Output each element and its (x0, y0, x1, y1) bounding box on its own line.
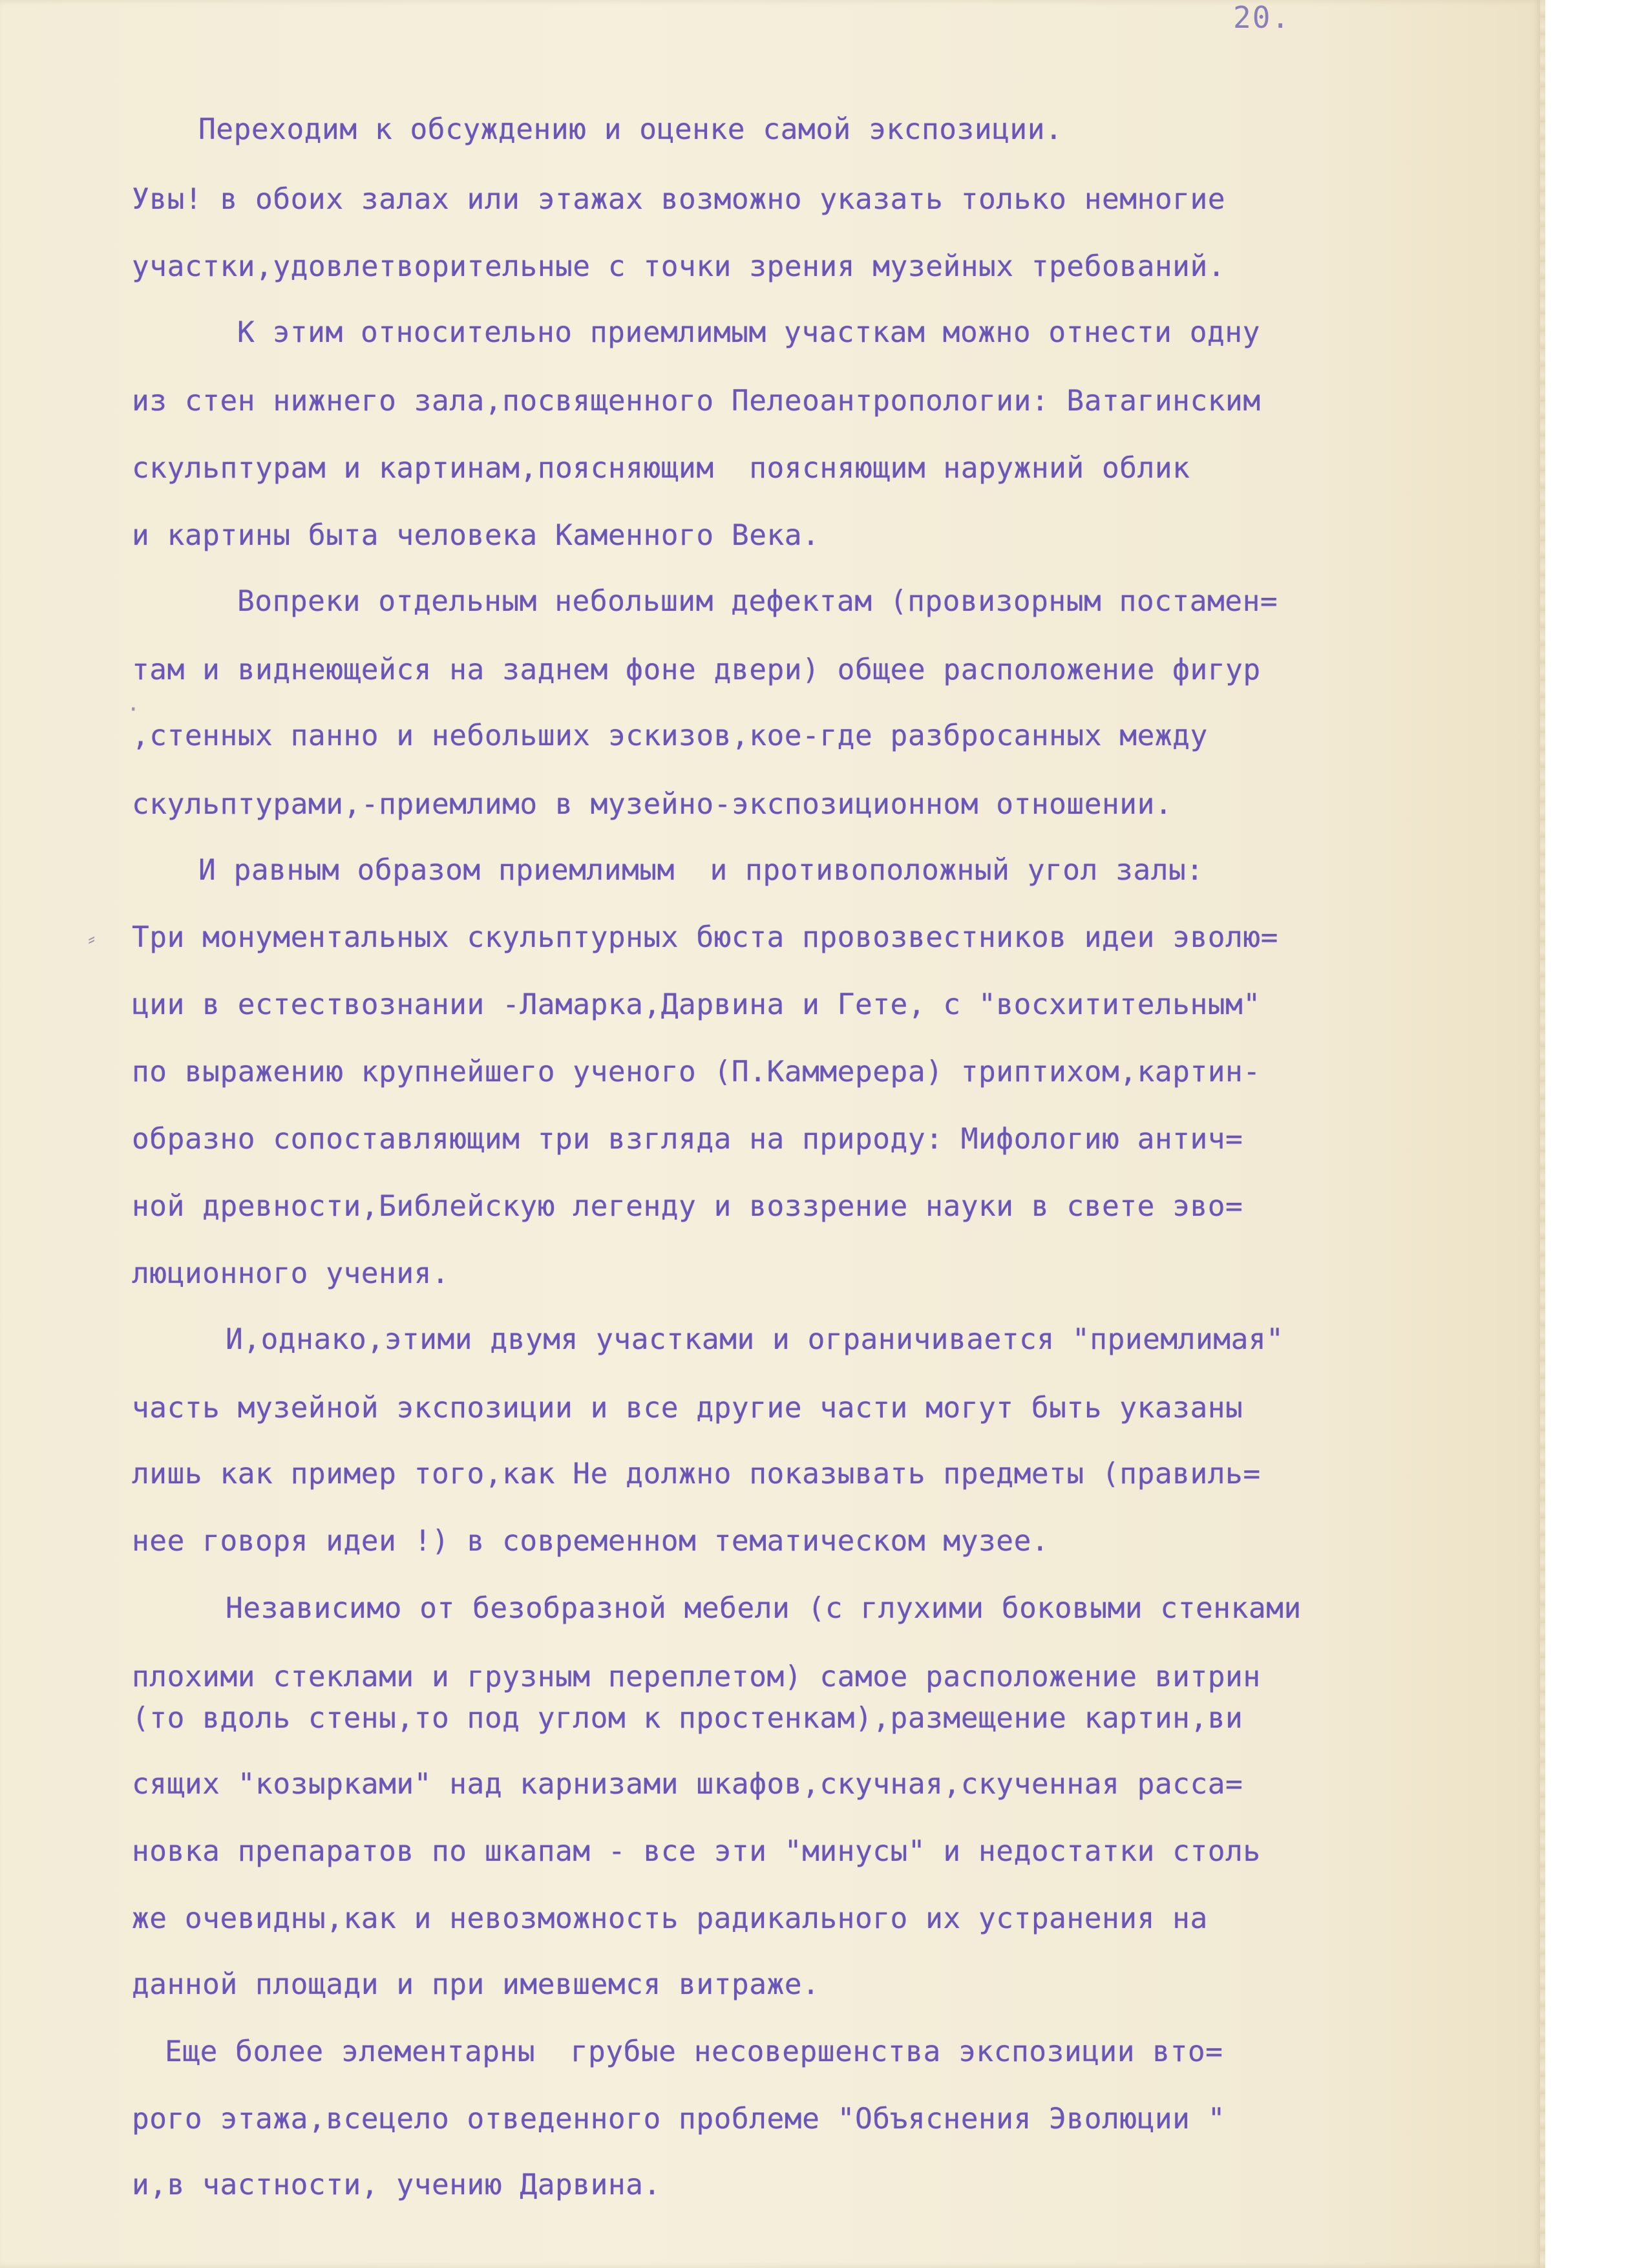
text-line: И,однако,этими двумя участками и ограничивается "приемлимая" (226, 1323, 1284, 1356)
text-line: люционного учения. (132, 1257, 450, 1290)
text-line: Переходим к обсуждению и оценке самой экспозиции. (198, 113, 1063, 146)
text-line: ции в естествознании -Ламарка,Дарвина и Гете, с "восхитительным" (132, 988, 1261, 1021)
text-line: образно сопоставляющим три взгляда на природу: Мифологию антич= (132, 1123, 1243, 1156)
text-line: скульптурами,-приемлимо в музейно-экспозиционном отношении. (132, 788, 1173, 821)
text-line: из стен нижнего зала,посвященного Пелеоантропологии: Ватагинским (132, 385, 1261, 418)
text-line: и,в частности, учению Дарвина. (132, 2168, 661, 2201)
text-line: и картины быта человека Каменного Века. (132, 519, 820, 552)
margin-dot-mark: · (127, 697, 140, 723)
text-line: часть музейной экспозиции и все другие части могут быть указаны (132, 1392, 1243, 1425)
text-line: ной древности,Библейскую легенду и воззрение науки в свете эво= (132, 1190, 1243, 1223)
text-line: лишь как пример того,как Не должно показывать предметы (правиль= (132, 1457, 1261, 1490)
text-line: скульптурам и картинам,поясняющим поясняющим наружний облик (132, 452, 1190, 485)
text-line: же очевидны,как и невозможность радикального их устранения на (132, 1902, 1208, 1935)
text-line: (то вдоль стены,то под углом к простенкам),размещение картин,ви (132, 1702, 1243, 1735)
text-line: рого этажа,всецело отведенного проблеме "Объяснения Эволюции " (132, 2103, 1226, 2136)
text-line: там и виднеющейся на заднем фоне двери) общее расположение фигур (132, 653, 1261, 686)
text-line: Вопреки отдельным небольшим дефектам (провизорным постамен= (237, 585, 1278, 618)
margin-pencil-mark: ⸗ (88, 926, 96, 951)
text-line: И равным образом приемлимым и противоположный угол залы: (198, 854, 1204, 887)
text-line: по выражению крупнейшего ученого (П.Каммерера) триптихом,картин- (132, 1055, 1261, 1088)
text-line: сящих "козырками" над карнизами шкафов,скучная,скученная расса= (132, 1768, 1243, 1801)
text-line: новка препаратов по шкапам - все эти "минусы" и недостатки столь (132, 1835, 1261, 1868)
text-line: ,стенных панно и небольших эскизов,кое-где разбросанных между (132, 719, 1208, 752)
text-line: Три монументальных скульптурных бюста провозвестников идеи эволю= (132, 921, 1278, 954)
text-line: Еще более элементарны грубые несовершенства экспозиции вто= (165, 2035, 1223, 2068)
text-line: данной площади и при имевшемся витраже. (132, 1968, 820, 2001)
text-line: нее говоря идеи !) в современном тематическом музее. (132, 1525, 1050, 1558)
text-line: К этим относительно приемлимым участкам можно отнести одну (237, 316, 1260, 349)
text-line: Увы! в обоих залах или этажах возможно указать только немногие (132, 183, 1226, 216)
page-number: 20. (1233, 0, 1291, 35)
text-line: участки,удовлетворительные с точки зрения музейных требований. (132, 250, 1226, 283)
text-line: плохими стеклами и грузным переплетом) самое расположение витрин (132, 1660, 1261, 1693)
text-line: Независимо от безобразной мебели (с глухими боковыми стенками (226, 1592, 1302, 1625)
